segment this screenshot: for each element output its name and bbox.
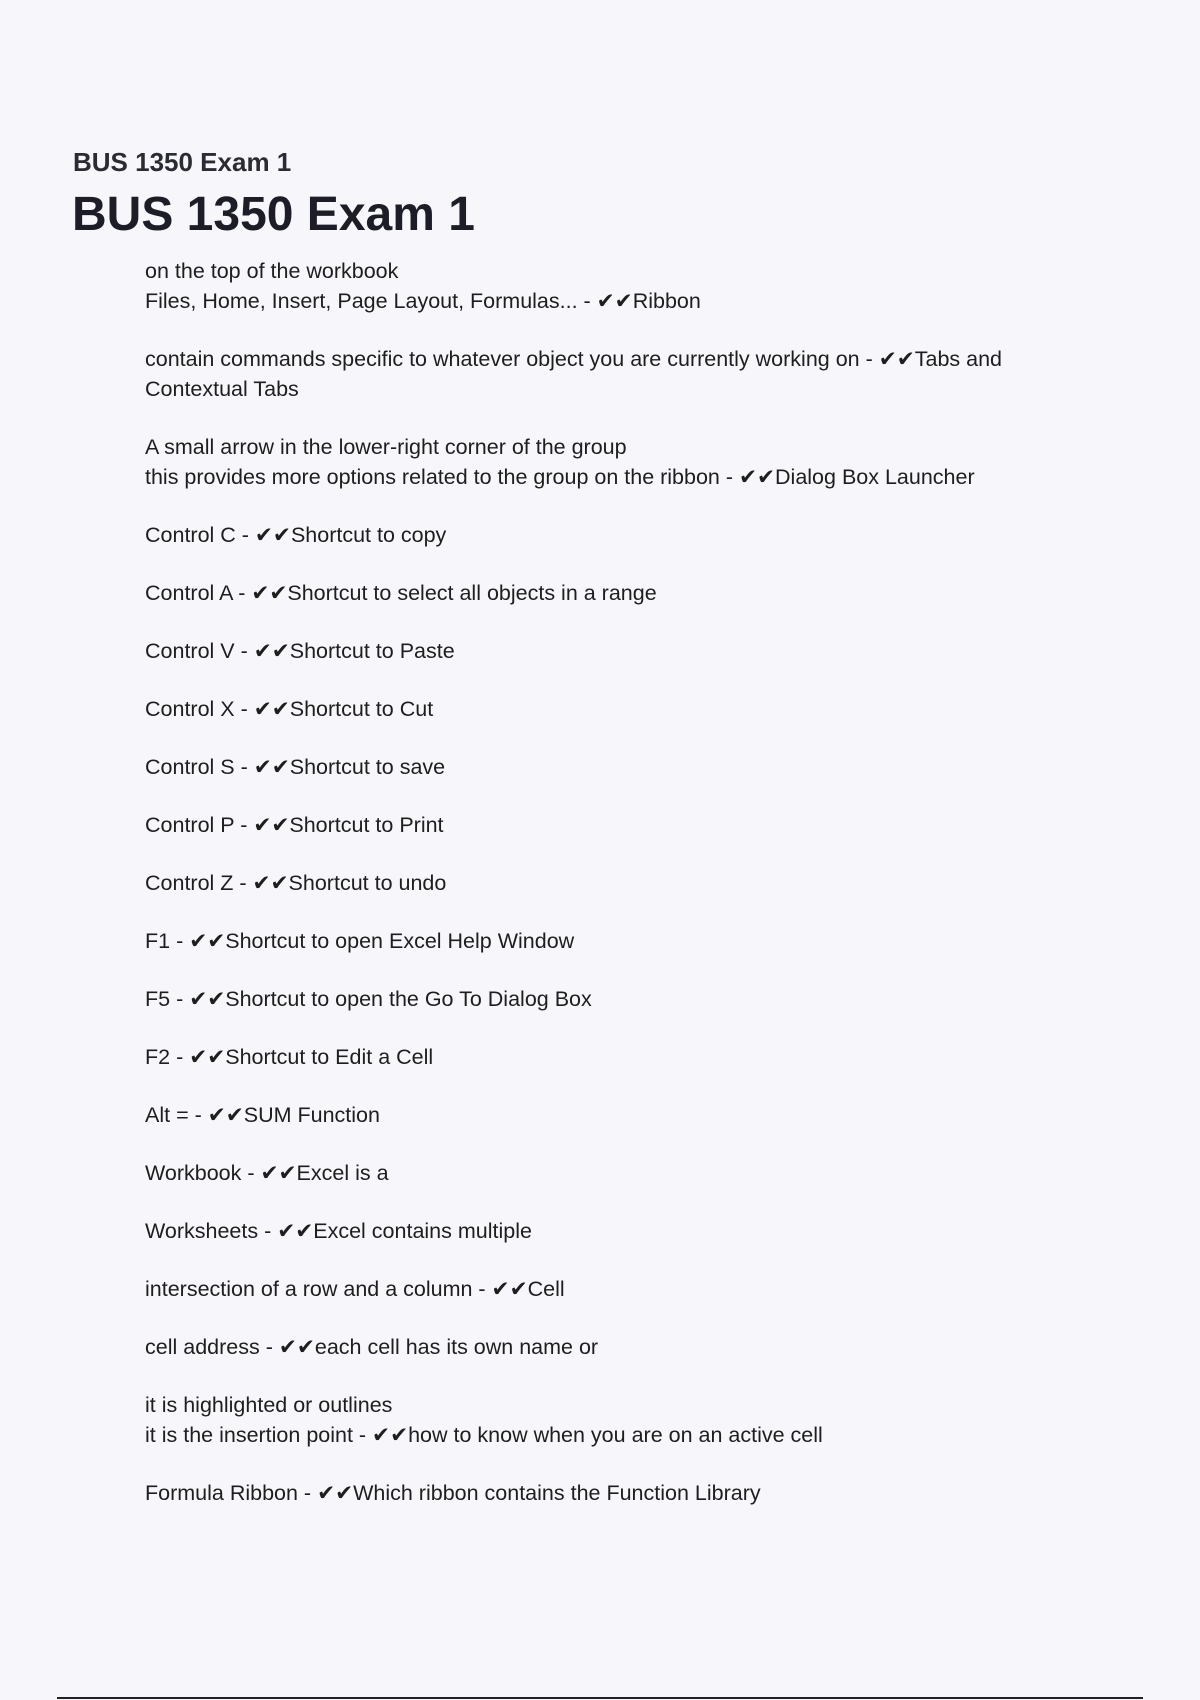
flashcard-entry [145, 984, 1065, 1014]
flashcard-entry [145, 520, 1065, 550]
entry-line: Files, Home, Insert, Page Layout, Formulas... - ✔✔Ribbon [145, 289, 701, 313]
entry-line: F5 - ✔✔Shortcut to open the Go To Dialog Box [145, 987, 592, 1011]
flashcard-entry [145, 752, 1065, 782]
flashcard-entry [145, 1274, 1065, 1304]
flashcard-entry [145, 344, 1065, 404]
flashcard-entry [145, 432, 1065, 492]
flashcard-entry [145, 1332, 1065, 1362]
flashcard-entry [145, 810, 1065, 840]
flashcard-entry [145, 1042, 1065, 1072]
entry-line: Control A - ✔✔Shortcut to select all objects in a range [145, 581, 657, 605]
entry-line: intersection of a row and a column - ✔✔Cell [145, 1277, 565, 1301]
page-title: BUS 1350 Exam 1 [72, 188, 475, 241]
footer-divider [57, 1697, 1143, 1699]
entry-line: cell address - ✔✔each cell has its own name or [145, 1335, 599, 1359]
entry-line: Control C - ✔✔Shortcut to copy [145, 523, 447, 547]
flashcard-entry [145, 926, 1065, 956]
flashcard-entry [145, 1216, 1065, 1246]
document-label: BUS 1350 Exam 1 [73, 147, 292, 177]
flashcard-entry [145, 578, 1065, 608]
entry-line: contain commands specific to whatever object you are currently working on - ✔✔Tabs and [145, 347, 1003, 371]
flashcard-entry [145, 1478, 1065, 1508]
flashcard-entry [145, 1390, 1065, 1450]
entry-line: F2 - ✔✔Shortcut to Edit a Cell [145, 1045, 434, 1069]
flashcard-entry [145, 868, 1065, 898]
flashcard-entry [145, 1158, 1065, 1188]
flashcard-entry [145, 1100, 1065, 1130]
entry-line: A small arrow in the lower-right corner of the group [145, 435, 627, 459]
entry-line: it is the insertion point - ✔✔how to know when you are on an active cell [145, 1423, 823, 1447]
entry-line: this provides more options related to the group on the ribbon - ✔✔Dialog Box Launcher [145, 465, 975, 489]
entry-line: Alt = - ✔✔SUM Function [145, 1103, 380, 1127]
flashcard-list [145, 256, 1065, 1536]
entry-line: Workbook - ✔✔Excel is a [145, 1161, 389, 1185]
entry-line: Formula Ribbon - ✔✔Which ribbon contains the Function Library [145, 1481, 761, 1505]
entry-line: Control Z - ✔✔Shortcut to undo [145, 871, 447, 895]
entry-line: Contextual Tabs [145, 377, 299, 401]
entry-line: F1 - ✔✔Shortcut to open Excel Help Window [145, 929, 575, 953]
entry-line: on the top of the workbook [145, 259, 399, 283]
flashcard-entry [145, 636, 1065, 666]
entry-line: it is highlighted or outlines [145, 1393, 393, 1417]
flashcard-entry [145, 694, 1065, 724]
entry-line: Worksheets - ✔✔Excel contains multiple [145, 1219, 532, 1243]
entry-line: Control X - ✔✔Shortcut to Cut [145, 697, 434, 721]
entry-line: Control S - ✔✔Shortcut to save [145, 755, 446, 779]
entry-line: Control V - ✔✔Shortcut to Paste [145, 639, 455, 663]
entry-line: Control P - ✔✔Shortcut to Print [145, 813, 444, 837]
flashcard-entry [145, 256, 1065, 316]
